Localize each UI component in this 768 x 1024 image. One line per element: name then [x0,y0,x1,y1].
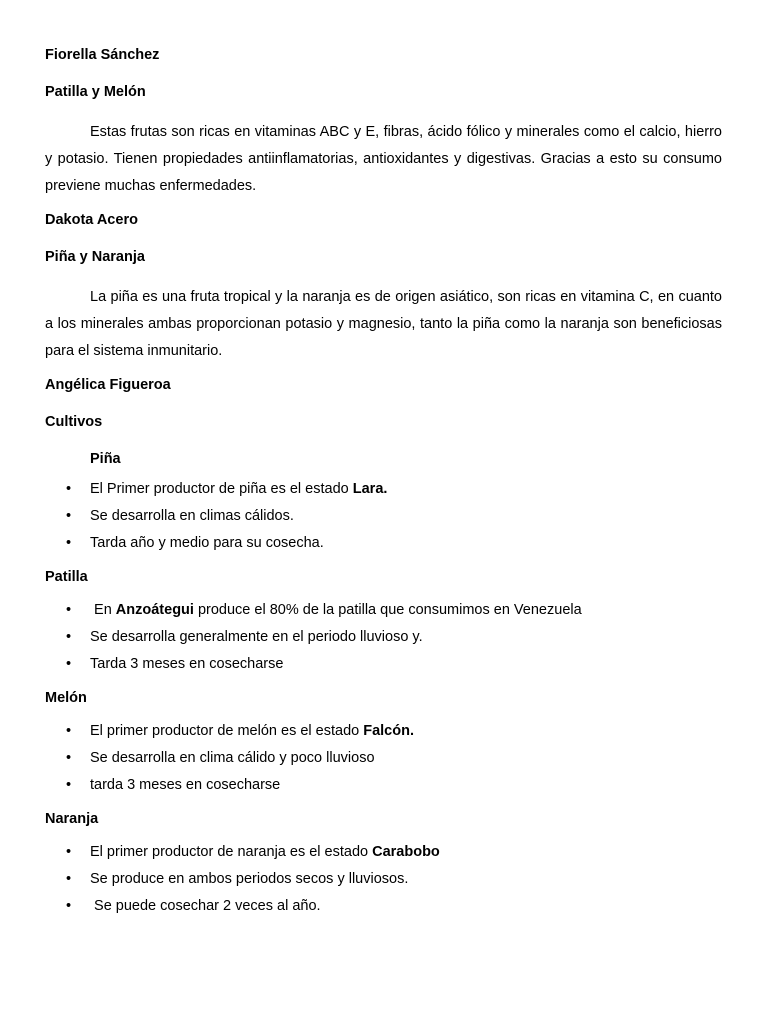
list-item: • Tarda 3 meses en cosecharse [45,651,722,678]
crop-heading-patilla: Patilla [45,569,88,585]
crop-heading-pina: Piña [90,451,121,467]
bullet-icon: • [66,723,72,739]
bullet-icon: • [66,535,72,551]
bullet-icon: • [66,777,72,793]
list-item: • Se desarrolla generalmente en el periodo lluvioso y. [45,624,722,651]
list-item: • tarda 3 meses en cosecharse [45,772,722,799]
list-item: • Se puede cosechar 2 veces al año. [45,893,722,920]
bullet-icon: • [66,481,72,497]
crop-heading-melon: Melón [45,690,87,706]
list-item: • Se desarrolla en climas cálidos. [45,503,722,530]
bullet-icon: • [66,656,72,672]
list-item: • En Anzoátegui produce el 80% de la patilla que consumimos en Venezuela [45,597,722,624]
section-paragraph: Estas frutas son ricas en vitaminas ABC y E, fibras, ácido fólico y minerales como el calcio, hierro y potasio. Tienen propiedades antiinflamatorias, antioxidantes y digestivas. Gracias a esto su consumo previene muchas enfermedades. [45,124,722,194]
bullet-icon: • [66,871,72,887]
crop-list-naranja [45,839,722,920]
section-title: Cultivos [45,414,103,430]
list-item: • El primer productor de naranja es el estado Carabobo [45,839,722,866]
bullet-icon: • [66,629,72,645]
list-item: • Se produce en ambos periodos secos y lluviosos. [45,866,722,893]
list-item: • El primer productor de melón es el estado Falcón. [45,718,722,745]
author-name: Dakota Acero [45,212,138,228]
section-title: Patilla y Melón [45,84,146,100]
bullet-icon: • [66,508,72,524]
section-paragraph: La piña es una fruta tropical y la naranja es de origen asiático, son ricas en vitamina C, en cuanto a los minerales ambas proporcionan potasio y magnesio, tanto la piña como la naranja son beneficiosas para el sistema inmunitario. [45,289,722,359]
author-name: Fiorella Sánchez [45,47,160,63]
list-item: • Tarda año y medio para su cosecha. [45,530,722,557]
bullet-icon: • [66,602,72,618]
crop-list-patilla [45,597,722,678]
bullet-icon: • [66,750,72,766]
bullet-icon: • [66,898,72,914]
list-item: • El Primer productor de piña es el estado Lara. [45,476,722,503]
list-item: • Se desarrolla en clima cálido y poco lluvioso [45,745,722,772]
crop-heading-naranja: Naranja [45,811,99,827]
crop-list-pina [45,476,722,557]
section-title: Piña y Naranja [45,249,145,265]
crop-list-melon [45,718,722,799]
bullet-icon: • [66,844,72,860]
author-name: Angélica Figueroa [45,377,171,393]
